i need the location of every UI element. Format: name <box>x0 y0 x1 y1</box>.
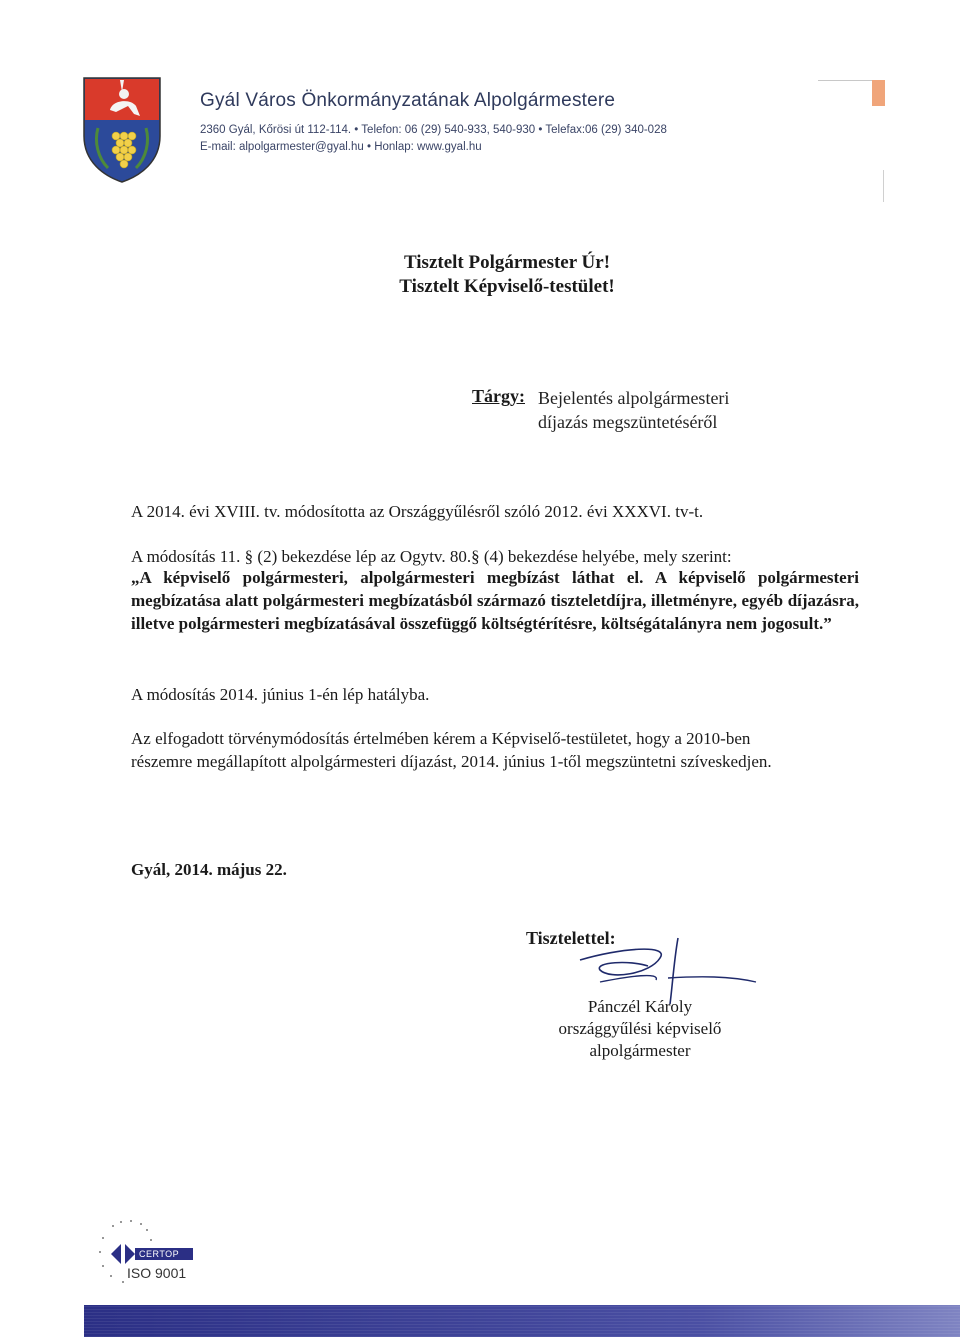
body-paragraph-4-line-2: részemre megállapított alpolgármesteri díjazást, 2014. június 1-től megszüntetni szíveskedjen. <box>131 752 772 771</box>
law-quote: „A képviselő polgármesteri, alpolgármesteri megbízást láthat el. A képviselő polgármesteri megbízatása alatt polgármesteri megbízatásból származó tiszteletdíjra, illetményre, egyéb díjazásra, illetve polgármesteri megbízatásával összefüggő költségtérítésre, költségátalányra nem jogosult.” <box>131 568 859 633</box>
edge-rule <box>883 170 884 202</box>
letterhead-contact: E-mail: alpolgarmester@gyal.hu • Honlap: www.gyal.hu <box>200 141 482 153</box>
body-paragraph-1: A 2014. évi XVIII. tv. módosította az Országgyűlésről szóló 2012. évi XXXVI. tv-t. <box>131 502 704 521</box>
letterhead-address: 2360 Gyál, Kőrösi út 112-114. • Telefon: 06 (29) 540-933, 540-930 • Telefax:06 (29) 340-028 <box>200 124 667 136</box>
cert-brand: CERTOP <box>139 1249 180 1259</box>
body-paragraph-3: A módosítás 2014. június 1-én lép hatályba. <box>131 685 430 704</box>
body-paragraph-2: A módosítás 11. § (2) bekezdése lép az Ogytv. 80.§ (4) bekezdése helyébe, mely szerint: <box>131 547 732 566</box>
closing: Tisztelettel: <box>526 928 616 948</box>
city-crest-icon <box>82 76 162 184</box>
footer-bar <box>84 1305 960 1337</box>
subject-label: Tárgy: <box>472 386 525 406</box>
signer-name: Pánczél Károly <box>587 997 693 1016</box>
salutation-mayor: Tisztelt Polgármester Úr! <box>403 252 611 273</box>
signer-title-1: országgyűlési képviselő <box>558 1019 722 1038</box>
cert-standard: ISO 9001 <box>127 1265 187 1281</box>
body-paragraph-4-line-1: Az elfogadott törvénymódosítás értelmében kérem a Képviselő-testületet, hogy a 2010-ben <box>131 729 751 748</box>
subject-line-1: Bejelentés alpolgármesteri <box>538 388 730 408</box>
date-line: Gyál, 2014. május 22. <box>131 860 287 879</box>
signature-block <box>500 996 780 1062</box>
subject-text <box>538 386 729 434</box>
signer-title-2: alpolgármester <box>589 1041 691 1060</box>
salutation-council: Tisztelt Képviselő-testület! <box>399 276 615 297</box>
letterhead-org-name: Gyál Város Önkormányzatának Alpolgármestere <box>200 90 616 111</box>
certification-logo <box>95 1218 205 1288</box>
corner-mark <box>872 80 885 106</box>
subject-line-2: díjazás megszüntetéséről <box>538 412 718 432</box>
